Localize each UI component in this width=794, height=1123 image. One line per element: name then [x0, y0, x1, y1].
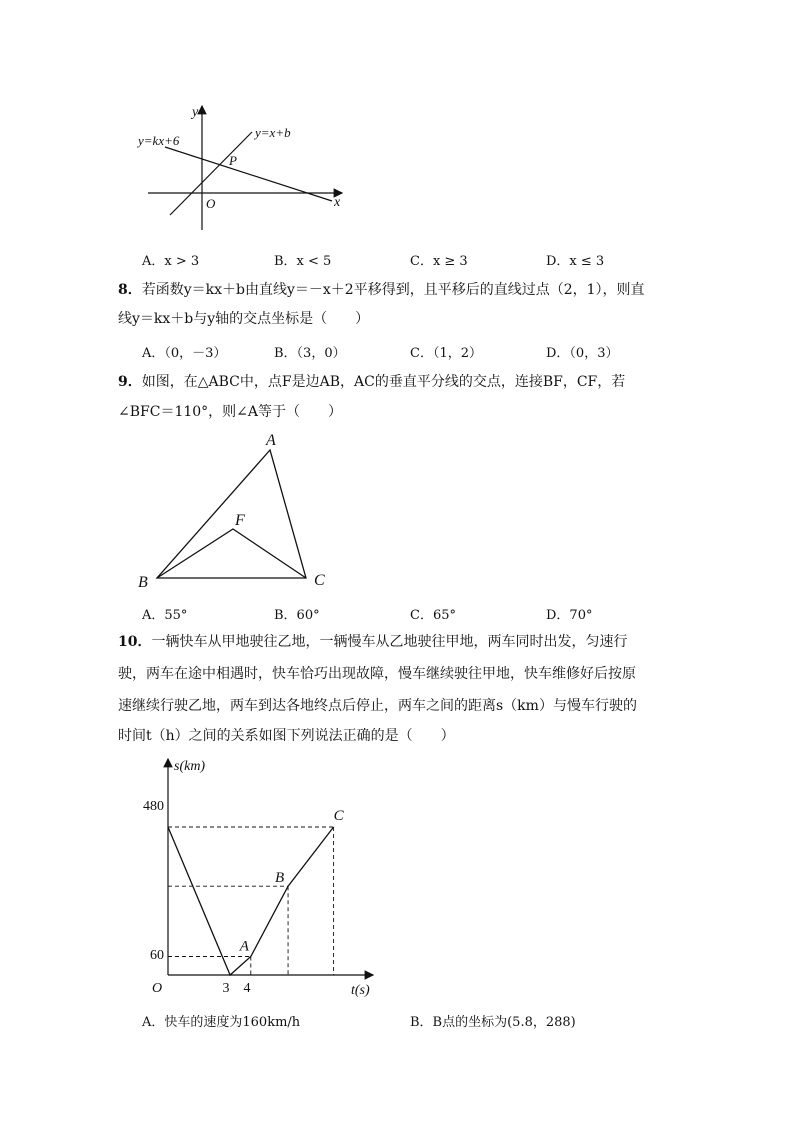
q7-x-label: x	[334, 195, 341, 210]
q9-stem-line1	[118, 372, 625, 392]
q10-text-1: 一辆快车从甲地驶往乙地，一辆慢车从乙地驶往甲地，两车同时出发，匀速行	[151, 634, 628, 650]
q7-option-a[interactable]: A．x > 3	[142, 254, 200, 269]
q7-figure	[130, 100, 360, 235]
q9-label-f: F	[235, 512, 245, 529]
q7-option-b[interactable]: B．x < 5	[274, 254, 332, 269]
q10-stem-line1	[118, 632, 627, 652]
q9-option-b[interactable]: B．60°	[274, 608, 320, 623]
q10-guide-lines	[168, 827, 334, 975]
q8-number: 8．	[118, 282, 142, 298]
q9-text-2: ∠BFC＝110°，则∠A等于（ ）	[118, 404, 343, 420]
q7-line2-label: y=x+b	[255, 125, 291, 140]
q7-y-label: y	[192, 105, 199, 120]
q9-label-b: B	[138, 574, 148, 591]
q8-text-2: 线y＝kx＋b与y轴的交点坐标是（ ）	[118, 311, 370, 327]
q10-point-label-c: C	[333, 808, 344, 824]
q9-label-c: C	[314, 572, 325, 589]
q9-label-a: A	[266, 432, 276, 449]
q10-x-tick-3: 3	[222, 981, 230, 996]
q9-text-1: 如图，在△ABC中，点F是边AB，AC的垂直平分线的交点，连接BF，CF，若	[141, 374, 626, 390]
q8-option-b[interactable]: B．（3，0）	[274, 346, 346, 361]
q10-text-2: 驶，两车在途中相遇时，快车恰巧出现故障，慢车继续驶往甲地，快车维修好后按原	[118, 666, 636, 682]
q8-text-1: 若函数y＝kx＋b由直线y＝－x＋2平移得到，且平移后的直线过点（2，1），则直	[141, 282, 645, 298]
q9-triangle-figure	[130, 425, 350, 595]
q7-line1-label: y=kx+6	[138, 133, 180, 148]
q7-option-d[interactable]: D．x ≤ 3	[546, 254, 605, 269]
q10-x-axis-label: t(s)	[351, 983, 370, 998]
q10-point-label-a: A	[239, 938, 249, 955]
q8-option-c[interactable]: C．（1，2）	[410, 346, 482, 361]
q10-y-tick-480: 480	[143, 799, 164, 814]
q10-series-line	[168, 827, 334, 975]
q7-origin-label: O	[206, 196, 216, 211]
q9-option-a[interactable]: A．55°	[142, 608, 188, 623]
q8-option-a[interactable]: A．（0，－3）	[142, 346, 227, 361]
q10-y-tick-60: 60	[150, 948, 164, 963]
q10-number: 10．	[118, 634, 152, 650]
q8-stem-line1	[118, 280, 645, 300]
q10-x-tick-4: 4	[243, 981, 251, 996]
q10-text-4: 时间t（h）之间的关系如图下列说法正确的是（ ）	[118, 728, 455, 744]
q10-point-label-b: B	[275, 870, 285, 887]
q10-distance-time-chart	[130, 752, 390, 1002]
q9-number: 9．	[118, 374, 142, 390]
q10-text-3: 速继续行驶乙地，两车到达各地终点后停止，两车之间的距离s（km）与慢车行驶的	[118, 698, 637, 714]
q9-triangle-abc	[157, 450, 306, 578]
q10-option-b[interactable]: B．B点的坐标为(5.8，288)	[410, 1015, 576, 1030]
q7-point-label: P	[229, 153, 237, 168]
q10-origin-label: O	[152, 981, 163, 996]
q8-option-d[interactable]: D．（0，3）	[546, 346, 619, 361]
q9-option-c[interactable]: C．65°	[410, 608, 456, 623]
q10-option-a[interactable]: A．快车的速度为160km/h	[142, 1015, 301, 1030]
q7-option-c[interactable]: C．x ≥ 3	[410, 254, 468, 269]
q9-option-d[interactable]: D．70°	[546, 608, 593, 623]
q10-y-axis-label: s(km)	[174, 759, 206, 774]
